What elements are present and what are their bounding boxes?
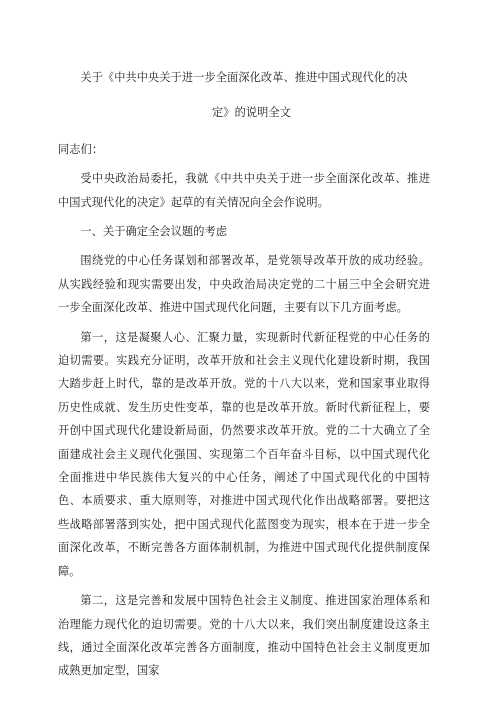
paragraph-second-reason: 第二，这是完善和发展中国特色社会主义制度、推进国家治理体系和治理能力现代化的迫切需要。党的十八大以来，我们突出制度建设这条主线，通过全面深化改革完善各方面制度，推动中国特色社会主义制度更加成熟更加定型，国家 (58, 594, 430, 678)
document-body (58, 66, 430, 683)
document-title-line-1: 关于《中共中央关于进一步全面深化改革、推进中国式现代化的决 (80, 71, 408, 84)
paragraph-background: 围绕党的中心任务谋划和部署改革，是党领导改革开放的成功经验。从实践经验和现实需要出发，中央政治局决定党的二十届三中全会研究进一步全面深化改革、推进中国式现代化问题，主要有以下几方面考虑。 (58, 254, 430, 315)
document-title-line-2: 定》的说明全文 (212, 106, 292, 120)
section-heading-1: 一、关于确定全会议题的考虑 (80, 225, 228, 238)
paragraph-intro: 受中央政治局委托，我就《中共中央关于进一步全面深化改革、推进中国式现代化的决定》起草的有关情况向全会作说明。 (58, 172, 430, 209)
paragraph-first-reason: 第一，这是凝聚人心、汇聚力量，实现新时代新征程党的中心任务的迫切需要。实践充分证明，改革开放和社会主义现代化建设新时期，我国大踏步赶上时代，靠的是改革开放。党的十八大以来，党和国家事业取得历史性成就、发生历史性变革，靠的也是改革开放。新时代新征程上，要开创中国式现代化建设新局面，仍然要求改革开放。党的二十大确立了全面建成社会主义现代化强国、实现第二个百年奋斗目标，以中国式现代化全面推进中华民族伟大复兴的中心任务，阐述了中国式现代化的中国特色、本质要求、重大原则等，对推进中国式现代化作出战略部署。要把这些战略部署落到实处，把中国式现代化蓝图变为现实，根本在于进一步全面深化改革，不断完善各方面体制机制，为推进中国式现代化提供制度保障。 (58, 330, 430, 578)
salutation: 同志们： (58, 142, 104, 156)
